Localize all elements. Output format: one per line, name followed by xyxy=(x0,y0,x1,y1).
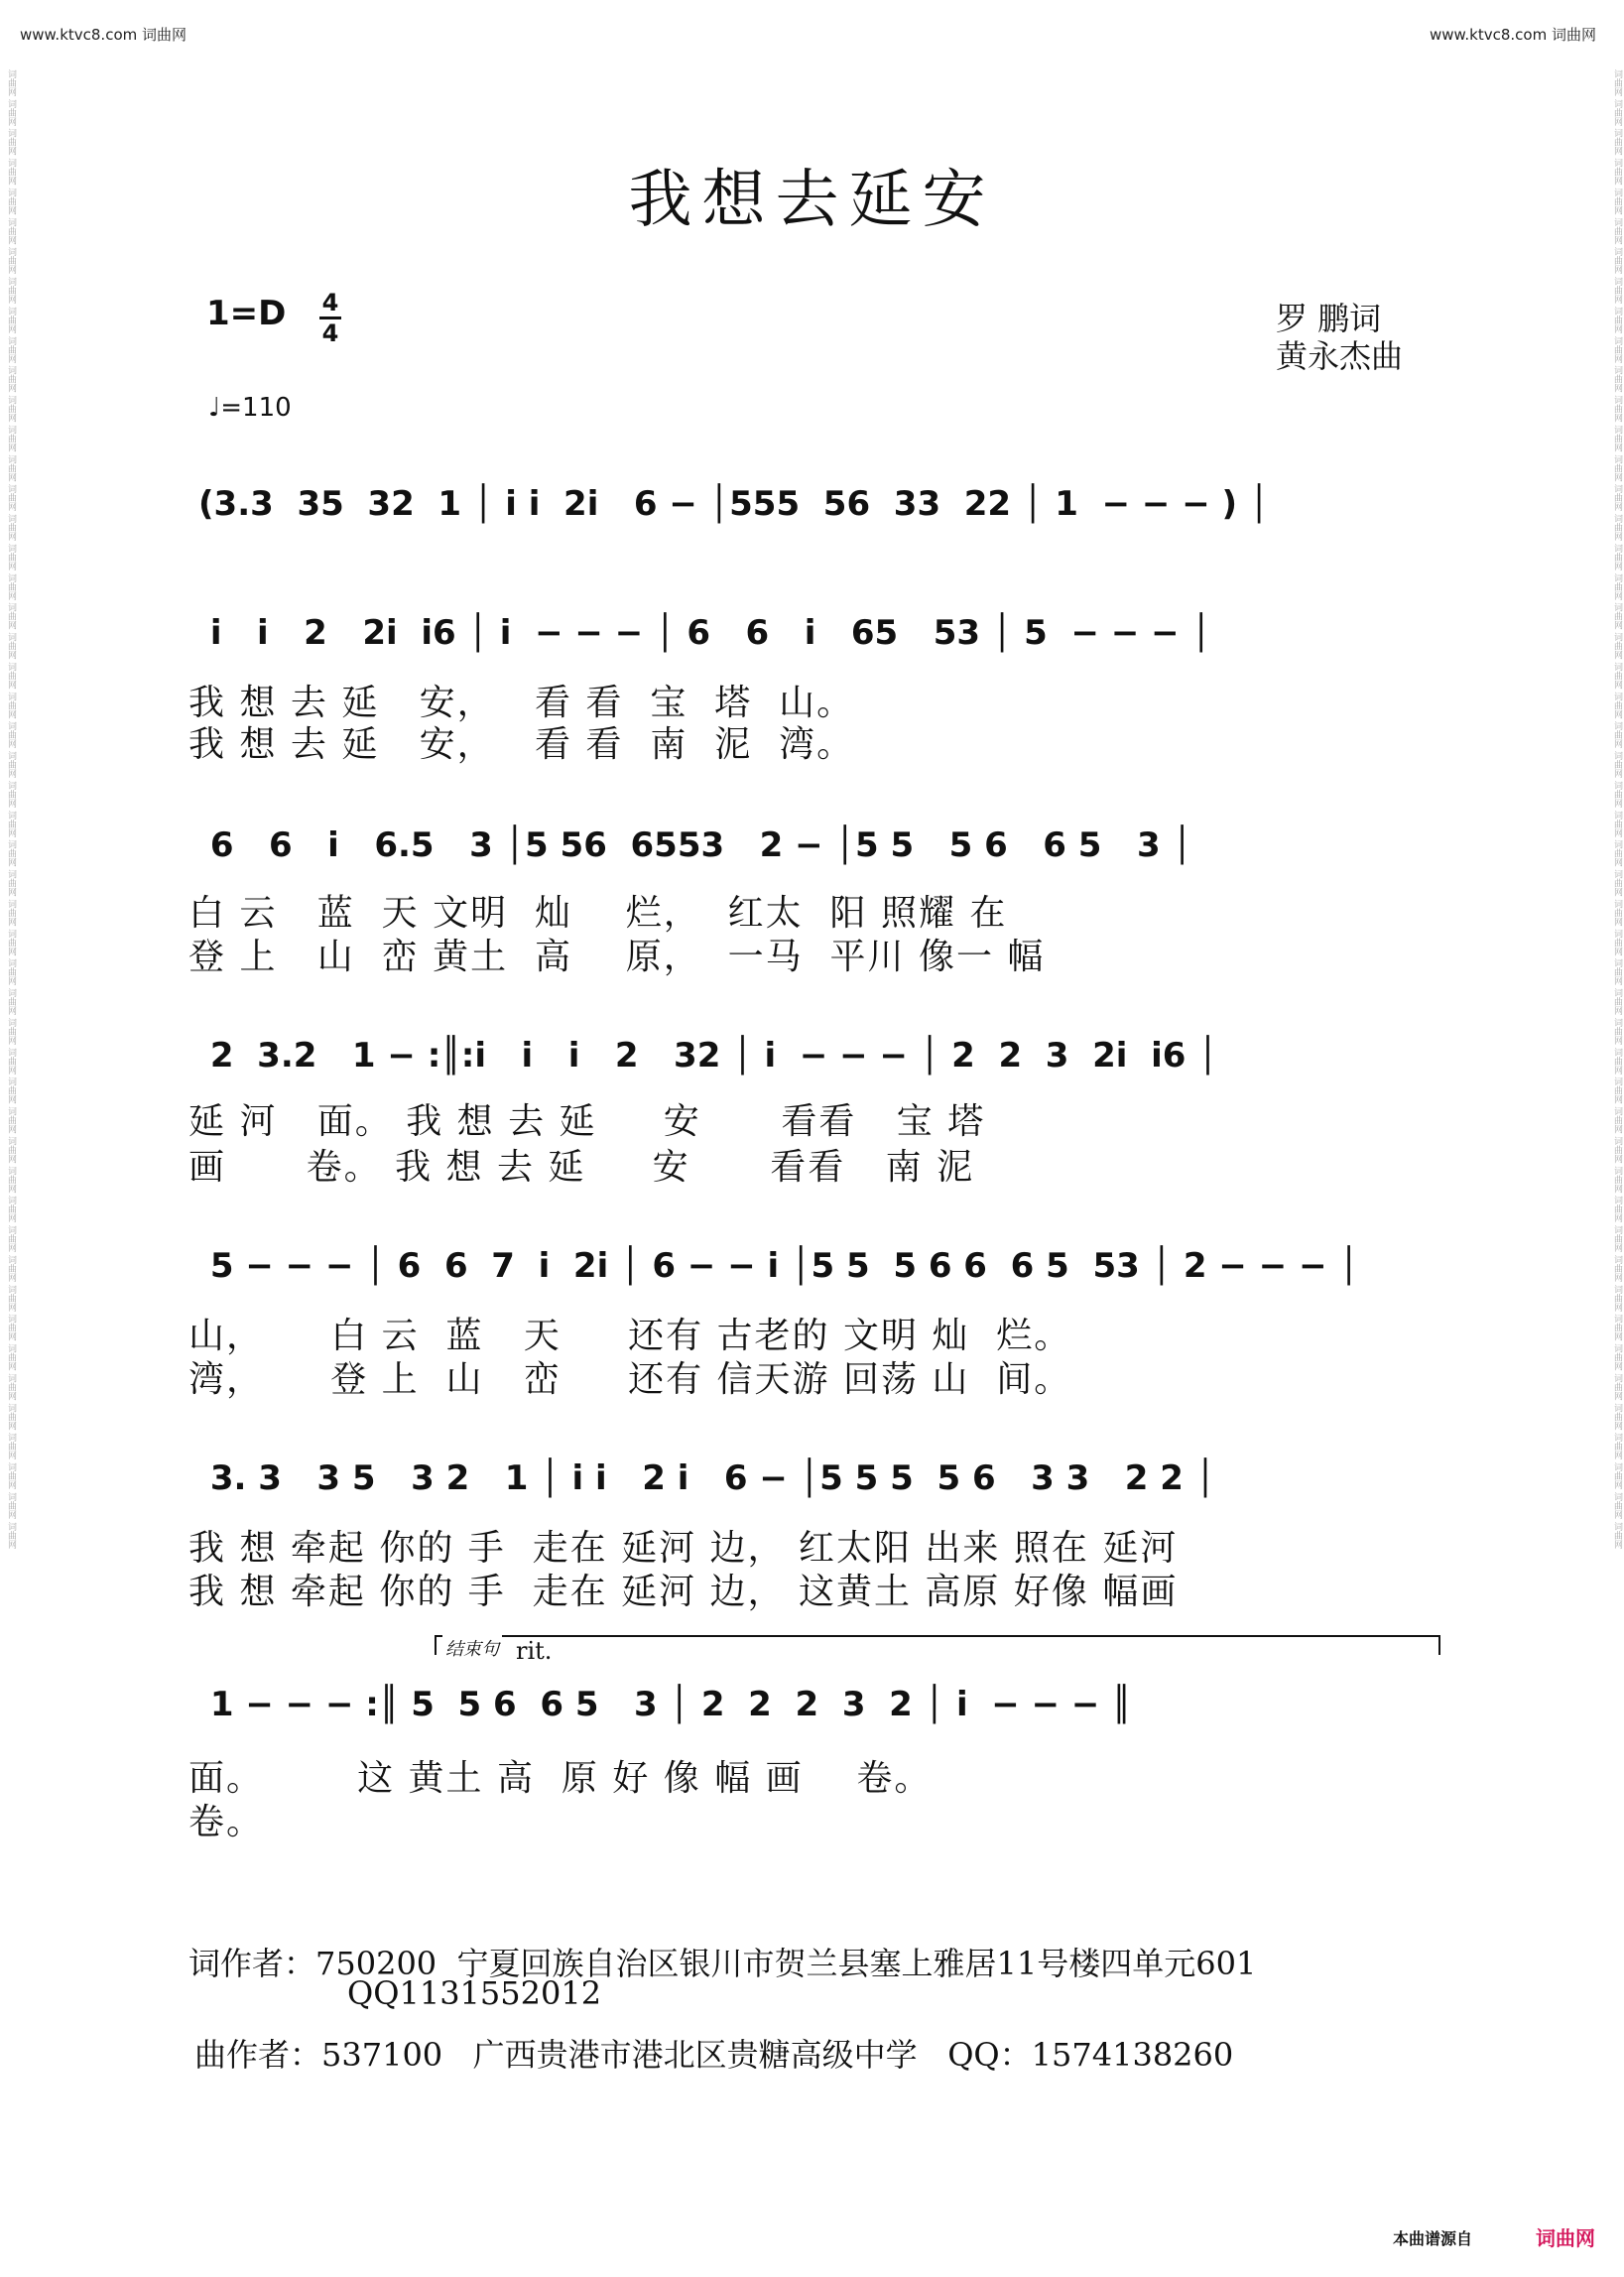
time-sig-top: 4 xyxy=(321,289,339,316)
lyric-line-2b: 登 上 山 峦 黄土 高 原， 一马 平川 像一 幅 xyxy=(188,937,1046,977)
lyric-line-6a: 面。 这 黄土 高 原 好 像 幅 画 卷。 xyxy=(188,1758,933,1799)
notation-line-6: 1 − − − :║ 5 5 6 6 5 3 │ 2 2 2 3 2 │ i − − − ║ xyxy=(198,1685,1132,1724)
notation-line-4: 5 − − − │ 6 6 7 i 2i │ 6 − − i │5 5 5 6 6 6 5 53 │ 2 − − − │ xyxy=(198,1246,1359,1286)
lyricist-qq: QQ1131552012 xyxy=(347,1974,602,2012)
ritardando-marking: rit. xyxy=(516,1637,553,1665)
composer-address: 曲作者：537100 广西贵港市港北区贵糖高级中学 QQ：1574138260 xyxy=(194,2036,1234,2074)
notation-line-intro: (3.3 35 32 1 │ i i 2i 6 − │555 56 33 22 │ 1 − − − ) │ xyxy=(198,484,1270,524)
lyric-line-1a: 我 想 去 延 安， 看 看 宝 塔 山。 xyxy=(188,683,855,723)
ending-bracket xyxy=(435,1635,1440,1655)
lyric-line-5b: 我 想 牵起 你的 手 走在 延河 边， 这黄土 高原 好像 幅画 xyxy=(188,1572,1179,1612)
site-watermark-left: www.ktvc8.com 词曲网 xyxy=(20,26,187,44)
lyric-line-3b: 画 卷。 我 想 去 延 安 看看 南 泥 xyxy=(188,1147,975,1188)
lyric-line-6b: 卷。 xyxy=(188,1802,265,1842)
lyric-line-1b: 我 想 去 延 安， 看 看 南 泥 湾。 xyxy=(188,724,855,765)
lyric-line-2a: 白 云 蓝 天 文明 灿 烂， 红太 阳 照耀 在 xyxy=(188,893,1008,934)
lyric-line-5a: 我 想 牵起 你的 手 走在 延河 边， 红太阳 出来 照在 延河 xyxy=(188,1528,1179,1569)
time-signature xyxy=(319,290,341,346)
footer-brand-logo[interactable]: 词曲网 xyxy=(1536,2226,1595,2250)
time-sig-bottom: 4 xyxy=(321,319,339,347)
song-title: 我想去延安 xyxy=(628,164,996,237)
side-watermark-right: 词曲网 词曲网 词曲网 词曲网 词曲网 词曲网 词曲网 词曲网 词曲网 词曲网 词曲网 词曲网 词曲网 词曲网 词曲网 词曲网 词曲网 词曲网 词曲网 词曲网 词曲网 词曲网 词曲网 词曲网 词曲网 词曲网 词曲网 词曲网 词曲网 词曲网 词曲网 词曲网 词曲网 词曲网 词曲网 词曲网 词曲网 词曲网 词曲网 词曲网 词曲网 词曲网 词曲网 词曲网 词曲网 词曲网 词曲网 词曲网 词曲网 词曲网 xyxy=(1612,69,1622,1549)
notation-line-5: 3. 3 3 5 3 2 1 │ i i 2 i 6 − │5 5 5 5 6 3 3 2 2 │ xyxy=(198,1458,1216,1498)
ending-label: 结束句 xyxy=(442,1635,502,1661)
notation-line-1: i i 2 2i i6 │ i − − − │ 6 6 i 65 53 │ 5 − − − │ xyxy=(198,613,1211,653)
lyric-line-4a: 山， 白 云 蓝 天 还有 古老的 文明 灿 烂。 xyxy=(188,1316,1072,1356)
key-signature: 1=D xyxy=(206,294,287,333)
lyric-line-4b: 湾， 登 上 山 峦 还有 信天游 回荡 山 间。 xyxy=(188,1359,1072,1400)
site-watermark-right: www.ktvc8.com 词曲网 xyxy=(1429,26,1596,44)
lyric-line-3a: 延 河 面。 我 想 去 延 安 看看 宝 塔 xyxy=(188,1101,986,1142)
notation-line-3: 2 3.2 1 − :║:i i i 2 32 │ i − − − │ 2 2 3 2i i6 │ xyxy=(198,1036,1218,1075)
side-watermark-left: 词曲网 词曲网 词曲网 词曲网 词曲网 词曲网 词曲网 词曲网 词曲网 词曲网 词曲网 词曲网 词曲网 词曲网 词曲网 词曲网 词曲网 词曲网 词曲网 词曲网 词曲网 词曲网 词曲网 词曲网 词曲网 词曲网 词曲网 词曲网 词曲网 词曲网 词曲网 词曲网 词曲网 词曲网 词曲网 词曲网 词曲网 词曲网 词曲网 词曲网 词曲网 词曲网 词曲网 词曲网 词曲网 词曲网 词曲网 词曲网 词曲网 词曲网 xyxy=(6,69,16,1549)
footer-source-text: 本曲谱源自 xyxy=(1393,2229,1473,2248)
lyricist-credit: 罗 鹏词 xyxy=(1276,300,1382,337)
lyricist-address: 词作者：750200 宁夏回族自治区银川市贺兰县塞上雅居11号楼四单元601 xyxy=(188,1945,1257,1982)
notation-line-2: 6 6 i 6.5 3 │5 56 6553 2 − │5 5 5 6 6 5 3 │ xyxy=(198,825,1192,865)
tempo-marking: ♩=110 xyxy=(208,393,292,423)
composer-credit: 黄永杰曲 xyxy=(1276,337,1404,375)
